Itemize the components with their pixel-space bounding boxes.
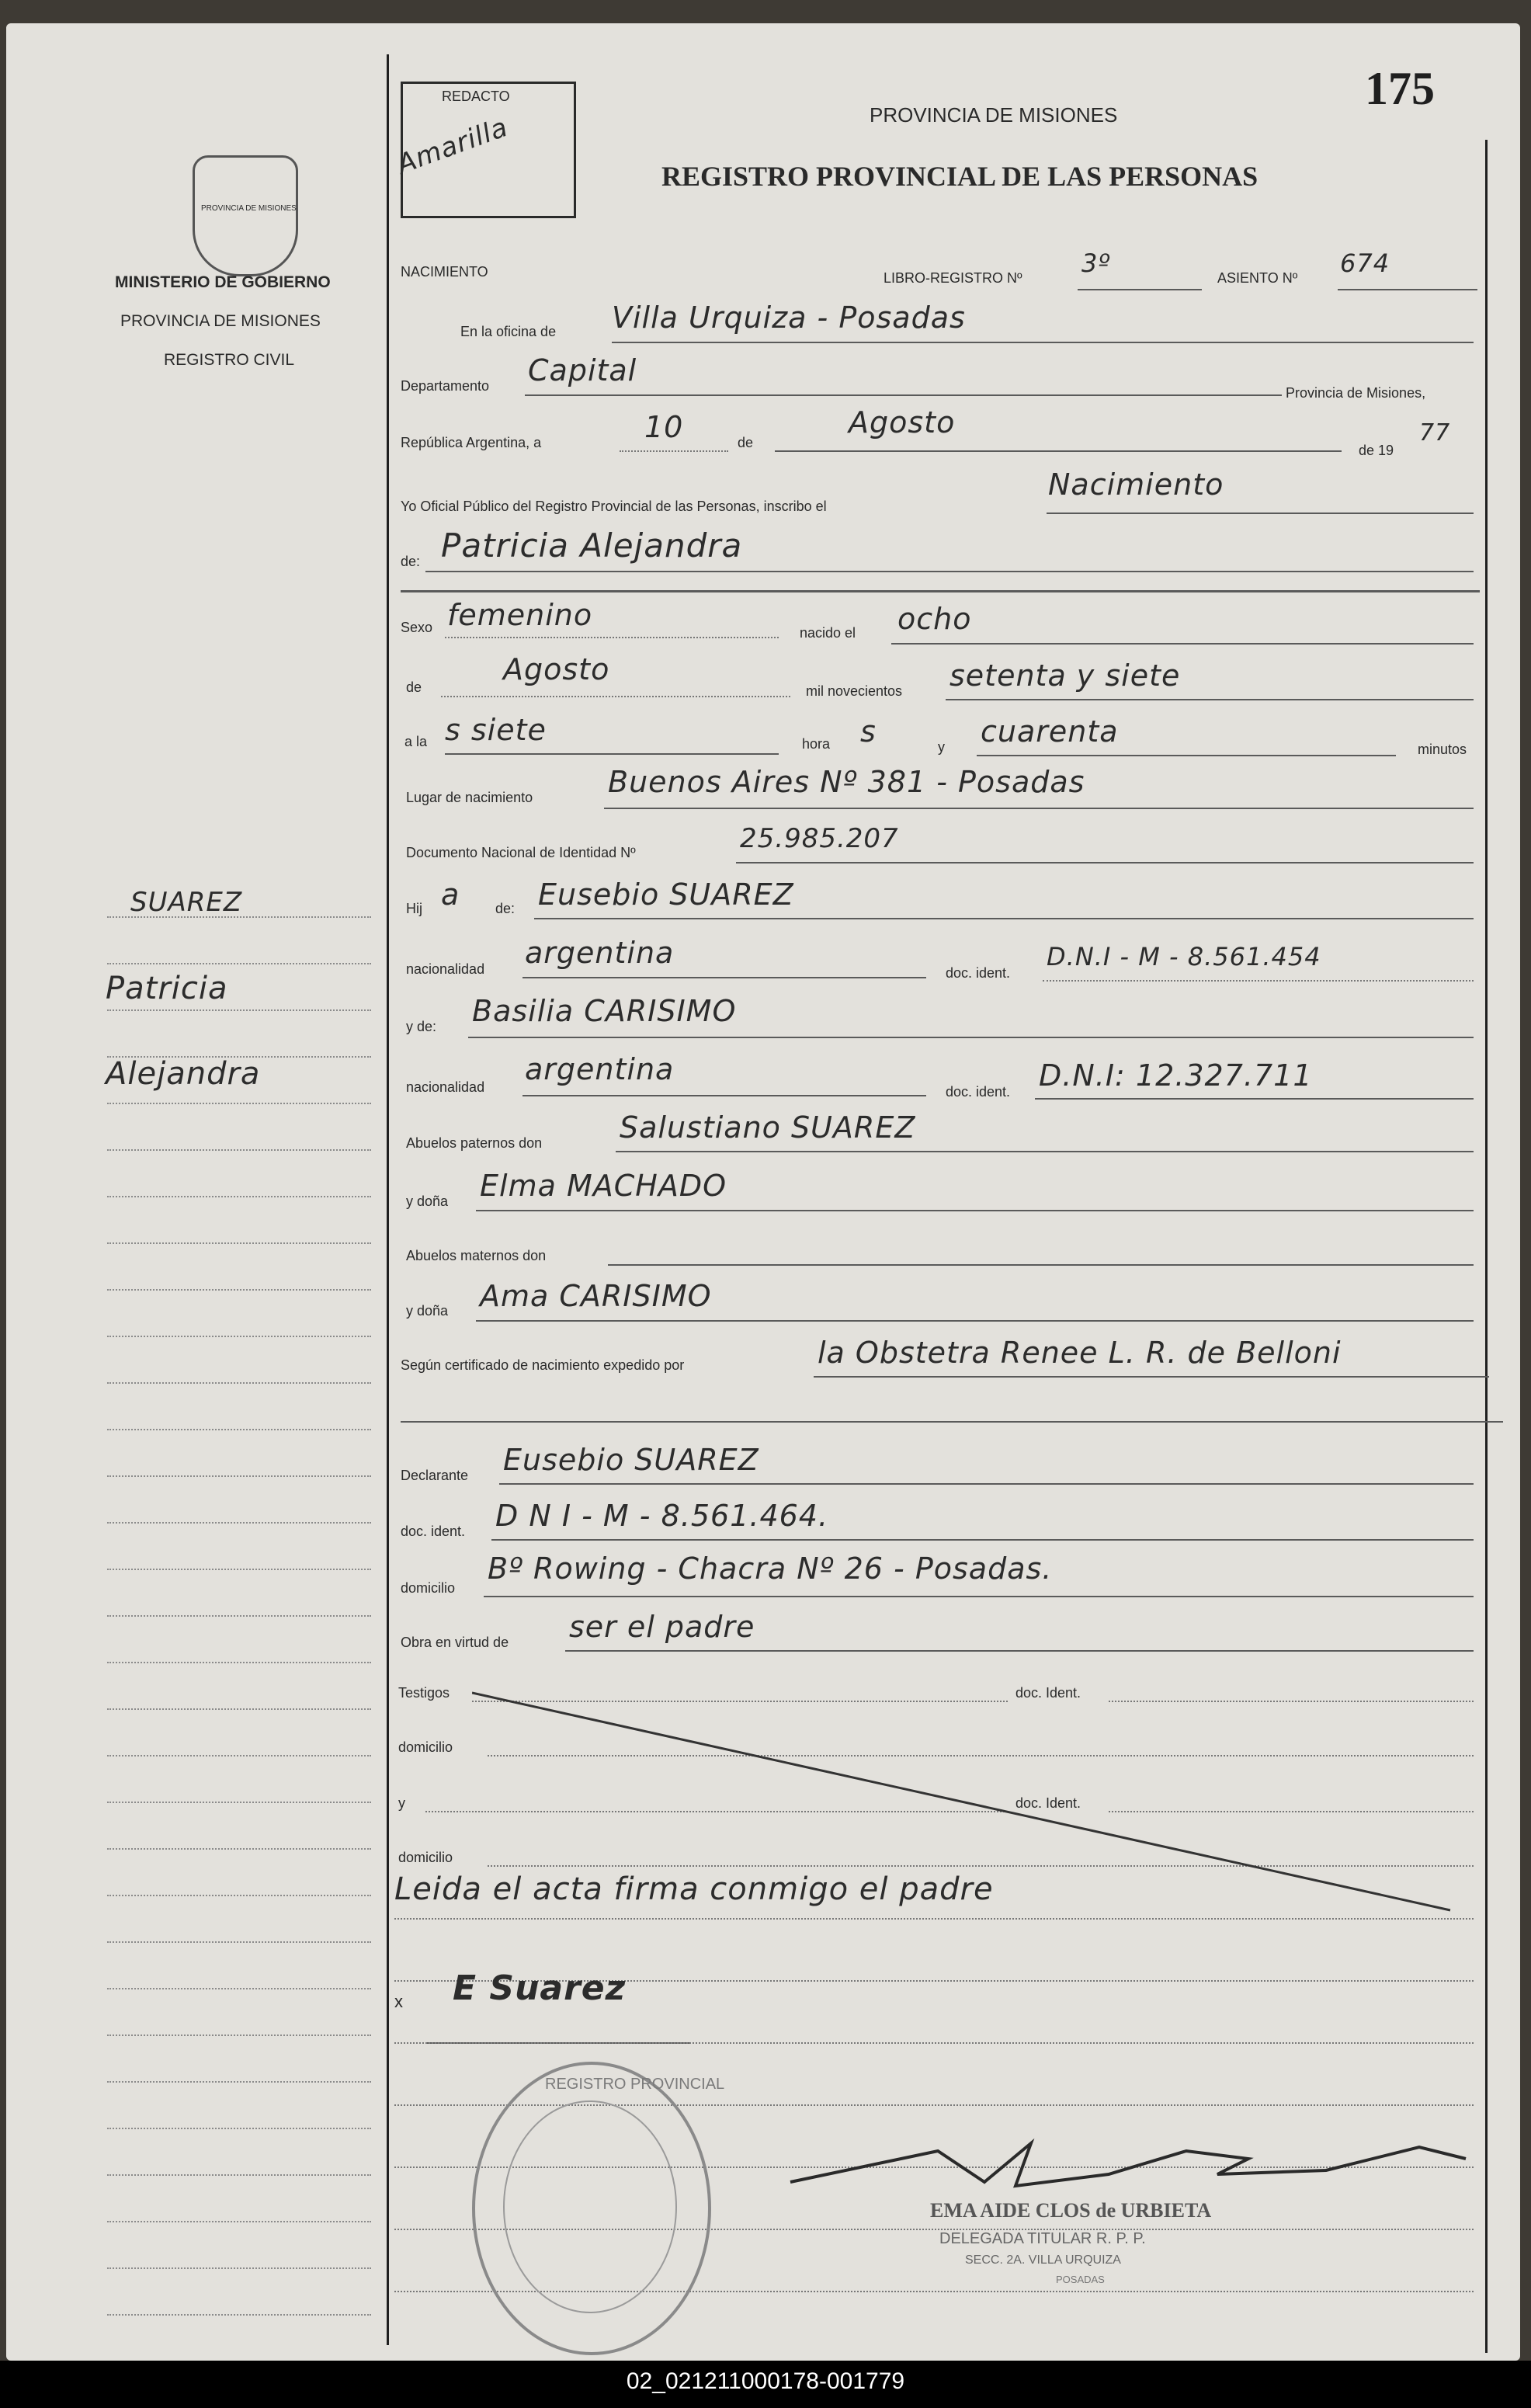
minutos-line [977,755,1396,756]
margin-line [107,1382,371,1384]
madre-nac-value: argentina [525,1052,675,1086]
lugar-line [604,808,1474,809]
sexo-label: Sexo [401,620,433,635]
padre-line [534,918,1474,919]
sexo-line [445,637,779,638]
margin-line [107,2174,371,2176]
test-doc-label: doc. Ident. [1015,1685,1081,1701]
test-dom2-label: domicilio [398,1850,453,1865]
round-stamp-text: REGISTRO PROVINCIAL [545,2076,725,2093]
test-y-label: y [398,1795,405,1811]
margin-line [107,1056,371,1058]
madre-nac-label: nacionalidad [406,1079,485,1095]
official-signature [783,2097,1481,2205]
nombre-line-double [401,590,1480,592]
abuela-pat-label: y doña [406,1194,449,1209]
padre-value: Eusebio SUAREZ [538,877,794,912]
padre-doc-line [1043,980,1474,982]
redacto-box [393,82,576,218]
nombre-value: Patricia Alejandra [441,526,743,565]
madre-value: Basilia CARISIMO [472,994,737,1028]
ministry-label: MINISTERIO DE GOBIERNO [115,273,331,291]
asiento-label: ASIENTO Nº [1217,270,1298,286]
de2-label: de [406,679,422,695]
header-province: PROVINCIA DE MISIONES [870,103,1118,127]
decl-doc-line [491,1539,1474,1541]
segun-label: Según certificado de nacimiento expedido por [401,1357,685,1373]
oficina-value: Villa Urquiza - Posadas [612,301,966,335]
mil-line [946,699,1474,700]
domicilio-line [484,1596,1474,1597]
oficina-line [612,342,1474,343]
obra-value: ser el padre [569,1610,755,1644]
de3-label: de: [495,901,516,916]
margin-line [107,1336,371,1337]
mes-value: Agosto [849,405,956,440]
margin-line [107,1662,371,1663]
testigos-label: Testigos [398,1685,450,1701]
hora-value: s [860,714,877,749]
margin-line [107,1522,371,1524]
dni-label: Documento Nacional de Identidad Nº [406,845,636,860]
abuelos-pat-label: Abuelos paternos don [406,1135,543,1151]
abuelos-mat-label: Abuelos maternos don [406,1248,547,1263]
margin-first-name: Patricia [106,971,228,1006]
nacido-line [891,643,1474,645]
hij-value: a [441,877,460,912]
alas-label: a la [404,734,428,749]
departamento-line [525,394,1282,396]
abuelo-pat-line [616,1151,1474,1152]
segun-line [814,1376,1489,1378]
padre-nac-label: nacionalidad [406,961,485,977]
margin-line [107,1755,371,1756]
domicilio-value: Bº Rowing - Chacra Nº 26 - Posadas. [488,1551,1053,1586]
right-vertical-rule [1485,140,1488,2353]
sexo-value: femenino [447,598,593,632]
seal-text: PROVINCIA DE MISIONES [201,204,297,213]
padre-doc-label: doc. ident. [946,965,1011,981]
margin-line [107,1196,371,1197]
hij-label: Hij [406,901,422,916]
margin-line [107,1988,371,1989]
libro-line [1078,289,1202,290]
margin-line [107,2314,371,2316]
margin-line [107,1475,371,1477]
page-number: 175 [1365,63,1435,114]
dni-value: 25.985.207 [740,823,899,854]
margin-line [107,2081,371,2083]
declarante-label: Declarante [401,1468,469,1483]
margin-line [107,1242,371,1244]
margin-line [107,1149,371,1151]
coat-of-arms-seal [193,155,298,276]
redacto-label: REDACTO [442,89,510,104]
alas-value: s siete [445,713,547,747]
nacido-label: nacido el [800,625,856,641]
abuelo-pat-value: Salustiano SUAREZ [620,1110,916,1145]
asiento-line [1338,289,1477,290]
obra-label: Obra en virtud de [401,1635,509,1650]
header-registry: REGISTRO PROVINCIAL DE LAS PERSONAS [661,161,1258,192]
firma-signature: E Suarez [453,1968,627,2008]
left-vertical-rule [387,54,389,2345]
mes-line [775,450,1342,452]
margin-line [107,1569,371,1570]
madre-doc-value: D.N.I: 12.327.711 [1039,1058,1313,1093]
margin-line [107,1429,371,1430]
margin-surname: SUAREZ [130,887,243,918]
de-label: de [738,435,754,450]
asiento-value: 674 [1340,248,1390,278]
mes2-line [441,696,790,697]
libro-value: 3º [1081,248,1111,278]
departamento-label: Departamento [401,378,490,394]
margin-line [107,1009,371,1011]
document-page [6,23,1520,2361]
abuela-mat-line [476,1320,1474,1322]
de-nombre-label: de: [401,554,421,569]
libro-label: LIBRO-REGISTRO Nº [884,270,1022,286]
minutos-value: cuarenta [981,714,1119,749]
abuela-mat-value: Ama CARISIMO [480,1279,712,1313]
dia-value: 10 [644,410,684,444]
madre-doc-line [1035,1098,1474,1100]
hora-label: hora [802,736,831,752]
margin-line [107,1615,371,1617]
act-type: NACIMIENTO [401,264,488,280]
leida-line [394,1918,1474,1920]
lugar-value: Buenos Aires Nº 381 - Posadas [608,765,1085,799]
mes2-value: Agosto [503,652,610,686]
lugar-label: Lugar de nacimiento [406,790,533,805]
dia-line [620,450,728,452]
stamp-city: POSADAS [1056,2274,1105,2285]
abuela-mat-label: y doña [406,1303,449,1319]
footer-bar [0,2361,1531,2408]
departamento-value: Capital [528,353,637,387]
test-dom-label: domicilio [398,1739,453,1755]
segun-value: la Obstetra Renee L. R. de Belloni [818,1336,1342,1370]
inscribo-value: Nacimiento [1048,467,1224,502]
decl-doc-label: doc. ident. [401,1524,466,1539]
madre-nac-line [522,1095,926,1096]
margin-second-name: Alejandra [106,1056,261,1092]
inscribo-label: Yo Oficial Público del Registro Provincial de las Personas, inscribo el [401,499,827,514]
declarante-value: Eusebio SUAREZ [503,1443,759,1477]
stamp-title: DELEGADA TITULAR R. P. P. [939,2230,1146,2247]
mil-value: setenta y siete [949,658,1181,693]
stamp-section: SECC. 2A. VILLA URQUIZA [965,2253,1121,2267]
firma-x: x [394,1992,403,2011]
segun-line-2 [401,1421,1503,1423]
nacido-value: ocho [897,602,972,636]
provincia-suffix: Provincia de Misiones, [1286,385,1426,401]
decl-doc-value: D N I - M - 8.561.464. [495,1499,829,1533]
republica-label: República Argentina, a [401,435,542,450]
padre-nac-value: argentina [525,936,675,970]
oficina-label: En la oficina de [460,324,557,339]
margin-line [107,1895,371,1896]
footer-code: 02_021211000178-001779 [626,2368,905,2394]
test-doc2-label: doc. Ident. [1015,1795,1081,1811]
nombre-line [425,571,1474,572]
margin-line [107,2221,371,2222]
margin-line [107,963,371,964]
inscribo-line [1047,513,1474,514]
anio-label: de 19 [1359,443,1394,458]
obra-line [565,1650,1474,1652]
margin-line [107,1103,371,1104]
abuela-pat-value: Elma MACHADO [480,1169,727,1203]
padre-doc-value: D.N.I - M - 8.561.454 [1047,942,1321,971]
margin-line [107,1941,371,1943]
abuela-pat-line [476,1210,1474,1211]
margin-line [107,916,371,918]
leida-text: Leida el acta firma conmigo el padre [394,1871,994,1907]
y-label: y [938,739,945,755]
dni-line [736,862,1474,863]
abuelo-mat-line [608,1264,1474,1266]
madre-doc-label: doc. ident. [946,1084,1011,1100]
padre-nac-line [522,977,926,978]
margin-line [107,2034,371,2036]
margin-line [107,2128,371,2129]
margin-line [107,2267,371,2269]
margin-line [107,1802,371,1803]
stamp-name: EMA AIDE CLOS de URBIETA [930,2199,1212,2222]
minutos-label: minutos [1418,742,1467,757]
declarante-line [499,1483,1474,1485]
alas-line [445,753,779,755]
margin-line [107,1289,371,1291]
round-stamp-inner [503,2100,677,2313]
anio-value: 77 [1419,419,1451,447]
redacto-signature: Amarilla [393,111,512,181]
left-registry-label: REGISTRO CIVIL [164,351,295,369]
domicilio-label: domicilio [401,1580,456,1596]
mil-label: mil novecientos [806,683,903,699]
madre-line [468,1037,1474,1038]
yde-label: y de: [406,1019,437,1034]
left-province-label: PROVINCIA DE MISIONES [120,312,321,330]
margin-line [107,1848,371,1850]
blank-line [394,2042,1474,2044]
margin-line [107,1708,371,1710]
